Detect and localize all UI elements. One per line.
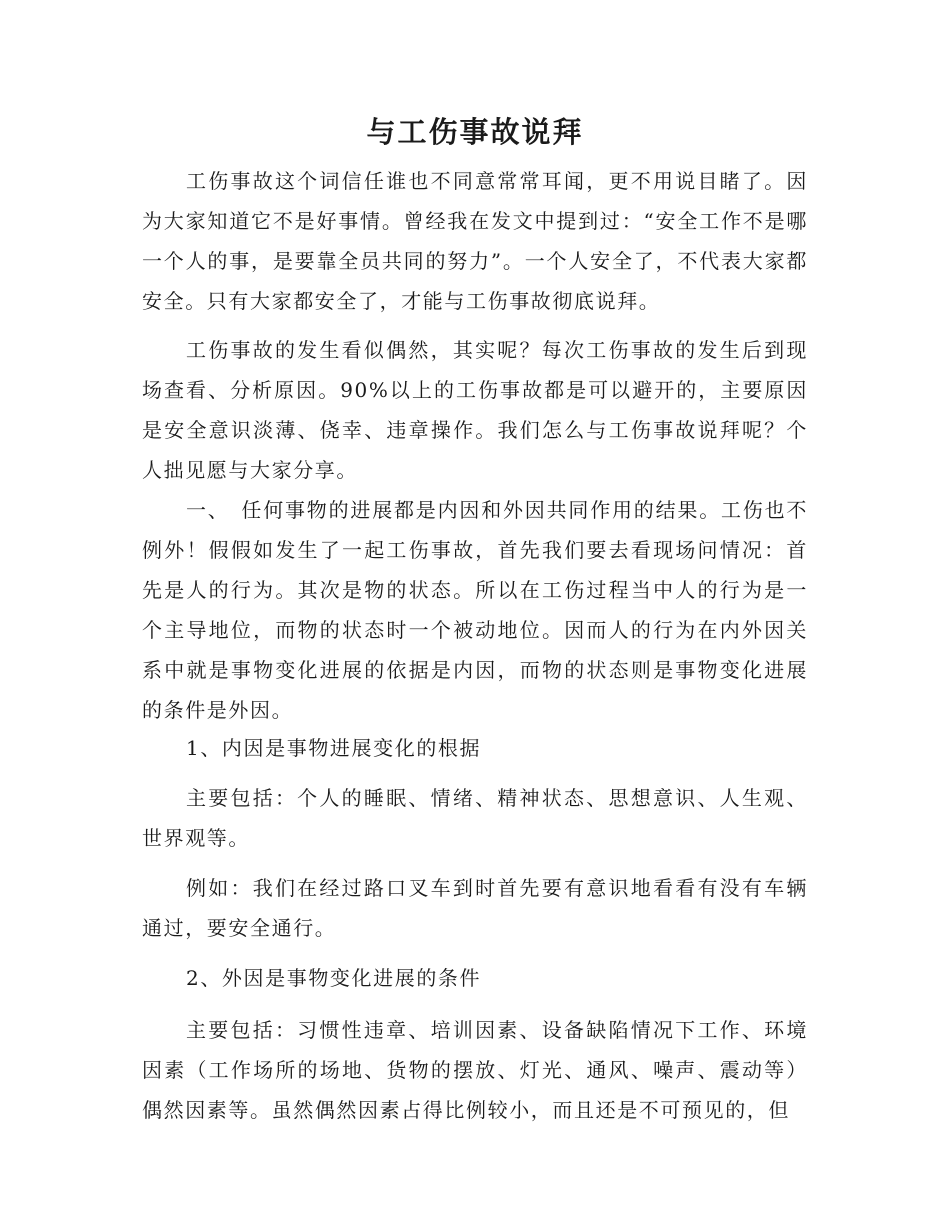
paragraph-external-cause-items: 主要包括：习惯性违章、培训因素、设备缺陷情况下工作、环境因素（工作场所的场地、货物的摆放、灯光、通风、噪声、震动等）偶然因素等。虽然偶然因素占得比例较小，而且还是不可预见的，但 xyxy=(142,1018,808,1122)
paragraph-causes: 工伤事故的发生看似偶然，其实呢？每次工伤事故的发生后到现场查看、分析原因。90%以上的工伤事故都是可以避开的，主要原因是安全意识淡薄、侥幸、违章操作。我们怎么与工伤事故说拜呢？个人拙见愿与大家分享。 xyxy=(142,338,808,482)
subheading-external-cause: 2、外因是事物变化进展的条件 xyxy=(186,966,482,990)
paragraph-example: 例如：我们在经过路口叉车到时首先要有意识地看看有没有车辆通过，要安全通行。 xyxy=(142,876,808,940)
paragraph-section-one: 一、 任何事物的进展都是内因和外因共同作用的结果。工伤也不例外！假假如发生了一起工伤事故，首先我们要去看现场问情况：首先是人的行为。其次是物的状态。所以在工伤过程当中人的行为是一个主导地位，而物的状态时一个被动地位。因而人的行为在内外因关系中就是事物变化进展的依据是内因，而物的状态则是事物变化进展的条件是外因。 xyxy=(142,498,808,722)
paragraph-internal-cause-items: 主要包括：个人的睡眠、情绪、精神状态、思想意识、人生观、世界观等。 xyxy=(142,786,808,850)
paragraph-intro: 工伤事故这个词信任谁也不同意常常耳闻，更不用说目睹了。因为大家知道它不是好事情。曾经我在发文中提到过：“安全工作不是哪一个人的事，是要靠全员共同的努力”。一个人安全了，不代表大家都安全。只有大家都安全了，才能与工伤事故彻底说拜。 xyxy=(142,169,808,313)
document-title: 与工伤事故说拜 xyxy=(366,115,584,149)
subheading-internal-cause: 1、内因是事物进展变化的根据 xyxy=(186,736,482,760)
